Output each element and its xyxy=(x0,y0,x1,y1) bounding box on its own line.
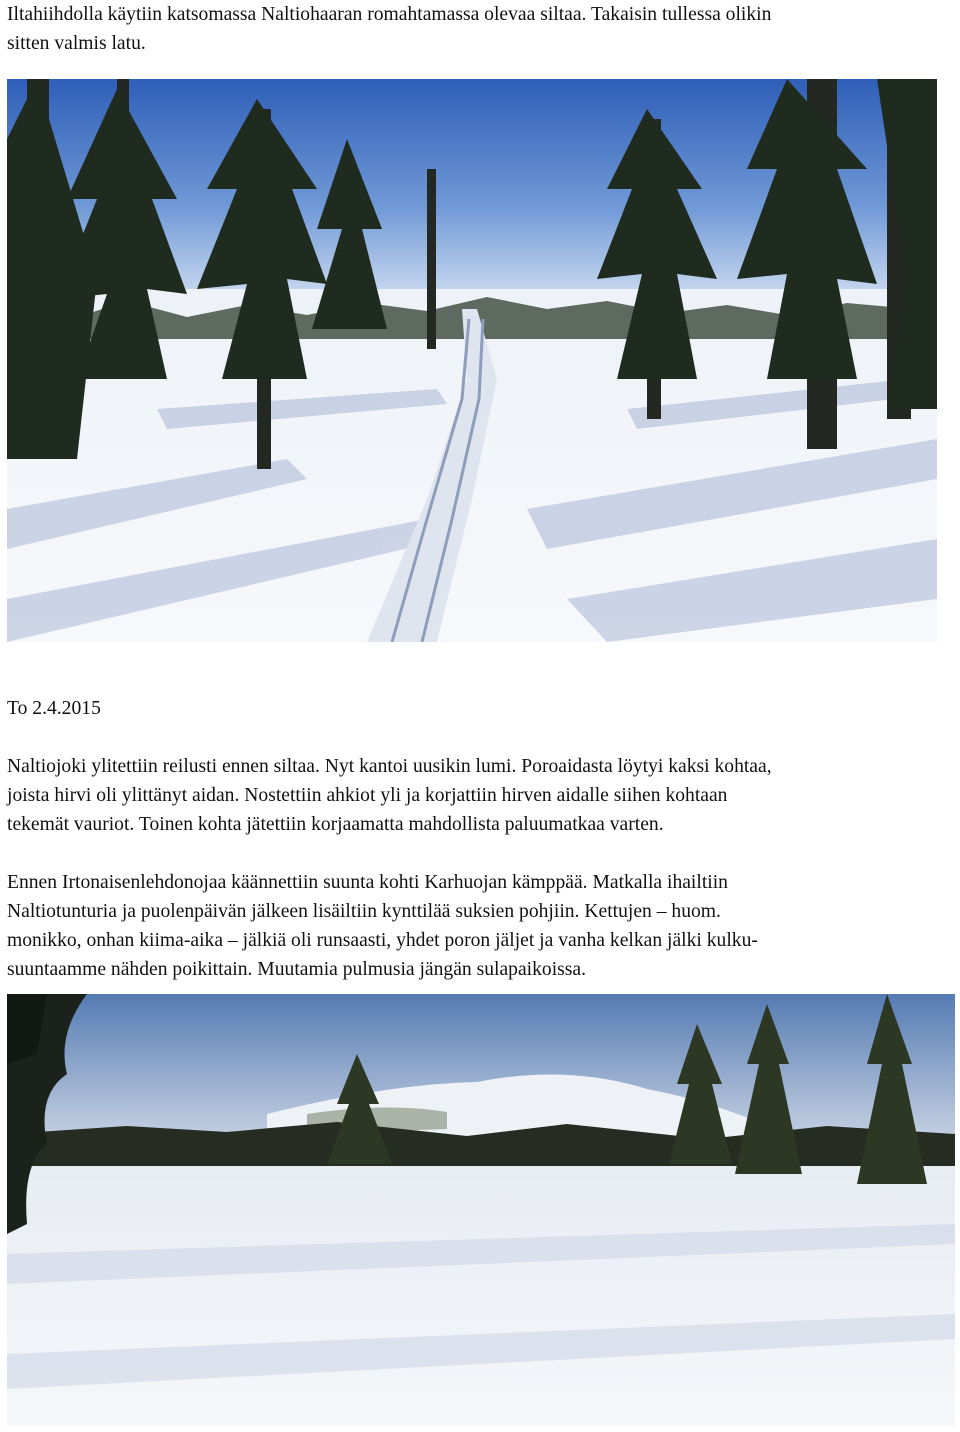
date-heading: To 2.4.2015 xyxy=(7,698,101,719)
fell-landscape-photo xyxy=(7,994,955,1426)
paragraph-2: Ennen Irtonaisenlehdonojaa käännettiin suunta kohti Karhuojan kämppää. Matkalla ihailtiin Naltiotunturia ja puolenpäivän jälkeen lisäiltiin kynttilää suksien pohjiin. Kettujen – huom. monikko, onhan kiima-aika – jälkiä oli runsaasti, yhdet poron jäljet ja vanha kelkan jälki kulku- suuntaamme nähden poikittain. Muutamia pulmusia jängän sulapaikoissa. xyxy=(7,872,758,980)
paragraph-1: Naltiojoki ylitettiin reilusti ennen siltaa. Nyt kantoi uusikin lumi. Poroaidasta löytyi kaksi kohtaa, joista hirvi oli ylittänyt aidan. Nostettiin ahkiot yli ja korjattiin hirven aidalle siihen kohtaan tekemät vauriot. Toinen kohta jätettiin korjaamatta mahdollista paluumatkaa varten. xyxy=(7,756,772,835)
intro-paragraph: Iltahiihdolla käytiin katsomassa Naltiohaaran romahtamassa olevaa siltaa. Takaisin tullessa olikin sitten valmis latu. xyxy=(7,4,772,54)
ski-track-forest-photo xyxy=(7,79,937,642)
